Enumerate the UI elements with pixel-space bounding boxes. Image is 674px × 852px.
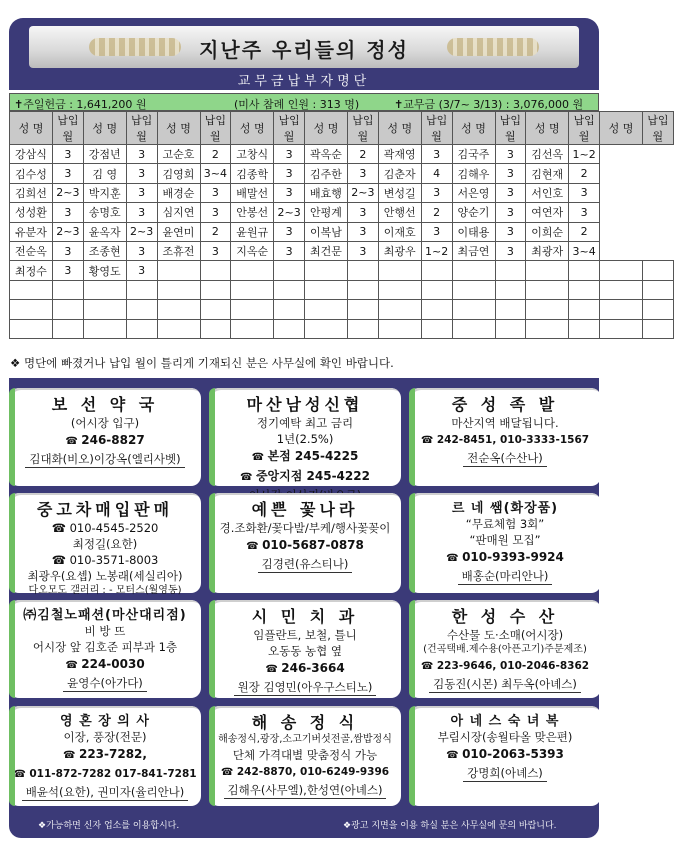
payer-name (526, 280, 569, 299)
paid-month (569, 300, 600, 319)
payer-name (231, 300, 274, 319)
col-header-month: 납입월 (348, 112, 379, 145)
col-header-name: 성 명 (10, 112, 53, 145)
payer-name: 안행선 (378, 203, 421, 222)
paid-month (348, 261, 379, 280)
ad-line: 이장, 풍장(전문) (63, 730, 147, 744)
col-header-name: 성 명 (526, 112, 569, 145)
ad-line: 최정길(요한) (72, 537, 138, 551)
ad-phone: ☎ 010-5687-0878 (209, 536, 401, 556)
payer-name (10, 319, 53, 338)
page-subtitle: 교무금납부자명단 (237, 74, 371, 89)
payer-name: 최정수 (10, 261, 53, 280)
payer-name (600, 261, 643, 280)
paid-month: 3 (126, 164, 157, 183)
ad-phone: ☎ 011-872-7282 017-841-7281 (9, 765, 201, 784)
paid-month (53, 300, 84, 319)
ad-line: ☎ 010-4545-2520 (51, 521, 159, 535)
ad-contact: 배홍순(마리안나) (458, 568, 553, 585)
ad-phone: ☎ 010-2063-5393 (409, 745, 601, 765)
paid-month: 3 (200, 241, 231, 260)
table-row (10, 261, 674, 280)
payer-name: 여연자 (526, 203, 569, 222)
payer-name (157, 280, 200, 299)
col-header-month: 납입월 (200, 112, 231, 145)
paid-month: 3 (348, 164, 379, 183)
payer-name (600, 300, 643, 319)
paid-month (495, 300, 526, 319)
ad-phone: ☎ 223-9646, 010-2046-8362 (409, 657, 601, 676)
paid-month: 3 (569, 203, 600, 222)
paid-month: 2 (200, 222, 231, 241)
ad-phone: ☎ 223-7282, (9, 745, 201, 765)
payer-name (378, 261, 421, 280)
payer-name: 조휴전 (157, 241, 200, 260)
table-row (10, 164, 674, 183)
ad-line: 마산지역 배달됩니다. (451, 416, 559, 430)
paid-month (274, 261, 305, 280)
ad-line: 다오모도 갤러리 : - 모터스(월영동) (28, 585, 182, 596)
payer-name (83, 300, 126, 319)
paid-month (348, 300, 379, 319)
ad-title: 시 민 치 과 (251, 607, 359, 626)
payer-name: 배경순 (157, 183, 200, 202)
table-header-row (10, 112, 674, 145)
paid-month: 2 (200, 145, 231, 164)
ad-box (409, 600, 601, 698)
ad-line: (어시장 입구) (70, 416, 140, 430)
payer-name: 고순호 (157, 145, 200, 164)
ad-contact: 강명희(아녜스) (463, 765, 547, 782)
paid-month: 1~2 (421, 241, 452, 260)
payer-name: 김국주 (452, 145, 495, 164)
paid-month (569, 280, 600, 299)
paid-month (53, 280, 84, 299)
payer-name: 김영희 (157, 164, 200, 183)
ad-title: 보 선 약 국 (51, 395, 159, 414)
ad-contact: 김해우(사무엘),한성연(아녜스) (224, 782, 387, 799)
ad-line: (건곡택배.제수용(아픈고기)주문제조) (423, 644, 587, 655)
ad-title: 마산남성신협 (246, 395, 364, 414)
page-title: 지난주 우리들의 정성 (199, 38, 409, 62)
payer-name (305, 280, 348, 299)
payer-name: 최건문 (305, 241, 348, 260)
ad-title: 한 성 수 산 (451, 607, 559, 626)
paid-month: 2~3 (126, 222, 157, 241)
paid-month (495, 319, 526, 338)
paid-month: 3 (274, 183, 305, 202)
ad-line: “판매원 모집” (469, 533, 541, 547)
paid-month: 2 (569, 222, 600, 241)
payer-name: 곽재영 (378, 145, 421, 164)
ad-contact: 김경련(유스티나) (258, 556, 353, 573)
table-row (10, 203, 674, 222)
paid-month: 3 (126, 145, 157, 164)
payer-name: 양순기 (452, 203, 495, 222)
payer-name (83, 319, 126, 338)
paid-month (421, 300, 452, 319)
paid-month: 3 (274, 241, 305, 260)
payer-name: 김현재 (526, 164, 569, 183)
ad-box (409, 706, 601, 806)
ad-title: ㈜김철노패션(마산대리점) (23, 608, 187, 623)
ad-phone: ☎ 242-8870, 010-6249-9396 (209, 763, 401, 782)
ad-line: 정기예탁 최고 금리 (256, 416, 354, 430)
ad-contact: 윤영수(아가다) (63, 675, 147, 692)
payer-name (83, 280, 126, 299)
table-row (10, 319, 674, 338)
payer-name (378, 319, 421, 338)
paid-month: 3 (495, 183, 526, 202)
ad-contact: 배윤석(요한), 권미자(율리안나) (22, 784, 189, 801)
payer-name (305, 319, 348, 338)
paid-month (126, 280, 157, 299)
ad-line: 비 방 뜨 (84, 624, 126, 638)
table-row (10, 183, 674, 202)
ad-contact: 전순옥(수산나) (463, 450, 547, 467)
ad-contact: 김대화(비오)이강옥(엘리사벳) (25, 451, 184, 468)
ad-title: 중 성 족 발 (451, 395, 559, 414)
paid-month: 2 (348, 145, 379, 164)
ad-phone: ☎ 242-8451, 010-3333-1567 (409, 431, 601, 450)
paid-month: 3 (495, 145, 526, 164)
payer-name: 최광우 (378, 241, 421, 260)
paid-month: 3 (200, 203, 231, 222)
payer-name: 최금연 (452, 241, 495, 260)
paid-month (421, 280, 452, 299)
paid-month (495, 280, 526, 299)
payer-name (378, 300, 421, 319)
table-row (10, 241, 674, 260)
col-header-month: 납입월 (421, 112, 452, 145)
payer-name (231, 261, 274, 280)
paid-month (126, 319, 157, 338)
col-header-name: 성 명 (305, 112, 348, 145)
ad-box (9, 493, 201, 596)
paid-month (643, 261, 674, 280)
paid-month: 3 (53, 261, 84, 280)
paid-month (200, 261, 231, 280)
ad-box (409, 388, 601, 486)
ad-box (9, 706, 201, 806)
paid-month: 2~3 (348, 183, 379, 202)
notice-text: ❖ 명단에 빠졌거나 납입 월이 틀리게 기재되신 분은 사무실에 확인 바랍니다. (10, 356, 394, 370)
paid-month (200, 280, 231, 299)
ad-title: 중고차매입판매 (36, 500, 174, 519)
payer-name: 조종현 (83, 241, 126, 260)
paid-month: 2 (421, 203, 452, 222)
payer-name: 성성환 (10, 203, 53, 222)
ad-box (209, 706, 401, 806)
paid-month: 3 (421, 183, 452, 202)
ad-phone: ☎ 010-9393-9924 (409, 548, 601, 568)
payer-name: 배말선 (231, 183, 274, 202)
ad-box (409, 493, 601, 593)
payer-name: 유분자 (10, 222, 53, 241)
paid-month: 3 (274, 145, 305, 164)
payer-name: 지옥순 (231, 241, 274, 260)
ad-line: 부림시장(송월타올 맞은편) (437, 730, 573, 744)
paid-month (274, 319, 305, 338)
ad-phone: ☎ 246-8827 (9, 431, 201, 451)
ad-line: “무료체험 3회” (465, 517, 545, 531)
payer-name: 김해우 (452, 164, 495, 183)
payer-name (157, 261, 200, 280)
payer-name: 안봉선 (231, 203, 274, 222)
col-header-month: 납입월 (569, 112, 600, 145)
table-row (10, 300, 674, 319)
payer-name: 배효행 (305, 183, 348, 202)
paid-month (569, 261, 600, 280)
paid-month: 3 (200, 183, 231, 202)
payer-name: 이재호 (378, 222, 421, 241)
payer-name: 김주한 (305, 164, 348, 183)
footer-right: ❖광고 지면을 이용 하실 분은 사무실에 문의 바랍니다. (343, 821, 557, 831)
ad-phone: ☎ 246-3664 (209, 659, 401, 679)
ad-line: 1년(2.5%) (276, 432, 334, 446)
table-row (10, 280, 674, 299)
paid-month: 3 (421, 145, 452, 164)
payer-name (526, 261, 569, 280)
payer-name (231, 280, 274, 299)
payer-name (526, 319, 569, 338)
paid-month: 4 (421, 164, 452, 183)
payer-name: 변성길 (378, 183, 421, 202)
paid-month: 3 (495, 164, 526, 183)
paid-month (53, 319, 84, 338)
paid-month: 3 (53, 241, 84, 260)
paid-month (274, 280, 305, 299)
paid-month: 2 (569, 164, 600, 183)
payer-name: 윤원규 (231, 222, 274, 241)
paid-month: 3 (274, 164, 305, 183)
payer-table (9, 111, 674, 339)
payer-name (600, 319, 643, 338)
paid-month (126, 300, 157, 319)
paid-month: 2~3 (274, 203, 305, 222)
paid-month: 3 (348, 241, 379, 260)
title-band (29, 26, 579, 68)
col-header-name: 성 명 (600, 112, 643, 145)
paid-month: 3 (53, 145, 84, 164)
bulletin-header (9, 18, 599, 90)
paid-month: 3 (495, 222, 526, 241)
payer-name: 김종학 (231, 164, 274, 183)
paid-month (569, 319, 600, 338)
col-header-name: 성 명 (378, 112, 421, 145)
paid-month: 3 (126, 183, 157, 202)
offering-summary (9, 93, 599, 111)
paid-month: 3 (421, 222, 452, 241)
table-row (10, 222, 674, 241)
payer-name (157, 319, 200, 338)
paid-month (643, 280, 674, 299)
payer-name (10, 300, 53, 319)
payer-name: 심지연 (157, 203, 200, 222)
payer-name (231, 319, 274, 338)
payer-name: 서인호 (526, 183, 569, 202)
payer-name (452, 280, 495, 299)
paid-month: 3 (53, 203, 84, 222)
ad-line: 단체 가격대별 맞춤정식 가능 (232, 748, 378, 762)
payer-name: 김춘자 (378, 164, 421, 183)
payer-name: 김 영 (83, 164, 126, 183)
paid-month: 2~3 (53, 222, 84, 241)
col-header-month: 납입월 (126, 112, 157, 145)
paid-month (200, 319, 231, 338)
paid-month: 2~3 (53, 183, 84, 202)
paid-month: 3 (348, 203, 379, 222)
paid-month (348, 319, 379, 338)
ad-title: 예쁜 꽃나라 (251, 500, 359, 519)
ad-line: 수산물 도·소매(어시장) (446, 628, 564, 642)
payer-name: 강점년 (83, 145, 126, 164)
paid-month (200, 300, 231, 319)
payer-name: 김희선 (10, 183, 53, 202)
ad-box (209, 600, 401, 698)
col-header-name: 성 명 (83, 112, 126, 145)
paid-month (643, 300, 674, 319)
payer-name: 박지훈 (83, 183, 126, 202)
ad-line: ☎ 010-3571-8003 (51, 553, 159, 567)
col-header-month: 납입월 (495, 112, 526, 145)
ad-line: 경.조화환/꽃다발/부케/행사꽃꽂이 (219, 521, 391, 535)
ad-title: 르 네 쌤(화장품) (451, 501, 559, 516)
payer-name: 김선옥 (526, 145, 569, 164)
payer-name (305, 300, 348, 319)
paid-month: 3~4 (200, 164, 231, 183)
paid-month (421, 261, 452, 280)
col-header-name: 성 명 (231, 112, 274, 145)
col-header-month: 납입월 (643, 112, 674, 145)
payer-name: 김수성 (10, 164, 53, 183)
ad-phone: ☎ 본점 245-4225 (209, 447, 401, 467)
col-header-month: 납입월 (274, 112, 305, 145)
church-tax-total: ✝교무금 (3/7~ 3/13) : 3,076,000 원 (394, 98, 584, 111)
ad-title: 영 혼 장 의 사 (60, 714, 150, 729)
paid-month: 3 (53, 164, 84, 183)
payer-name: 서은영 (452, 183, 495, 202)
ad-box (9, 600, 201, 698)
ad-contact: 김동진(시몬) 최두옥(아녜스) (429, 676, 581, 693)
paid-month: 3 (126, 241, 157, 260)
footer-left: ❖가능하면 신자 업소를 이용합시다. (38, 821, 180, 831)
sunday-offering: ✝주일헌금 : 1,641,200 원 (14, 98, 147, 111)
payer-name (305, 261, 348, 280)
paid-month: 3~4 (569, 241, 600, 260)
payer-name: 송명호 (83, 203, 126, 222)
mass-attendance: (미사 참례 인원 : 313 명) (234, 98, 360, 111)
payer-name: 고창식 (231, 145, 274, 164)
col-header-month: 납입월 (53, 112, 84, 145)
payer-name: 윤옥자 (83, 222, 126, 241)
ad-line: 오동동 농협 옆 (268, 644, 342, 658)
ad-phone: ☎ 중앙지점 245-4222 (209, 467, 401, 487)
table-body (10, 145, 674, 339)
table-row (10, 145, 674, 164)
ad-phone: ☎ 224-0030 (9, 655, 201, 675)
ad-line: 최광우(요셉) 노봉래(세실리아) (27, 569, 183, 583)
payer-name: 곽옥순 (305, 145, 348, 164)
paid-month: 3 (495, 241, 526, 260)
paid-month (421, 319, 452, 338)
payer-name: 이태용 (452, 222, 495, 241)
payer-name (378, 280, 421, 299)
payer-name (157, 300, 200, 319)
ad-title: 해 송 정 식 (251, 713, 359, 732)
payer-name: 이희순 (526, 222, 569, 241)
paid-month: 3 (569, 183, 600, 202)
payer-name: 강삼식 (10, 145, 53, 164)
col-header-name: 성 명 (452, 112, 495, 145)
payer-name (452, 319, 495, 338)
ad-contact: 원장 김영민(아우구스티노) (234, 679, 377, 696)
paid-month: 3 (126, 261, 157, 280)
payer-name: 윤연미 (157, 222, 200, 241)
payer-name: 황영도 (83, 261, 126, 280)
payer-name (526, 300, 569, 319)
ad-line: 해송정식,광장,소고기버섯전골,쌈밥정식 (218, 734, 392, 745)
paid-month (348, 280, 379, 299)
paid-month (643, 319, 674, 338)
payer-name: 최광자 (526, 241, 569, 260)
paid-month: 3 (126, 203, 157, 222)
paid-month: 3 (274, 222, 305, 241)
paid-month: 3 (495, 203, 526, 222)
payer-name: 안평계 (305, 203, 348, 222)
ad-box (9, 388, 201, 486)
ad-line: 어시장 앞 김호준 피부과 1층 (32, 640, 178, 654)
paid-month: 1~2 (569, 145, 600, 164)
ad-box (209, 493, 401, 593)
col-header-name: 성 명 (157, 112, 200, 145)
payer-name (452, 261, 495, 280)
payer-name: 전순옥 (10, 241, 53, 260)
payer-name (10, 280, 53, 299)
ad-title: 아 네 스 숙 녀 복 (450, 714, 560, 729)
paid-month (495, 261, 526, 280)
payer-name: 이복남 (305, 222, 348, 241)
paid-month (274, 300, 305, 319)
paid-month: 3 (348, 222, 379, 241)
ad-box (209, 388, 401, 486)
payer-name (600, 280, 643, 299)
ad-line: 임플란트, 보철, 틀니 (253, 628, 357, 642)
payer-name (452, 300, 495, 319)
